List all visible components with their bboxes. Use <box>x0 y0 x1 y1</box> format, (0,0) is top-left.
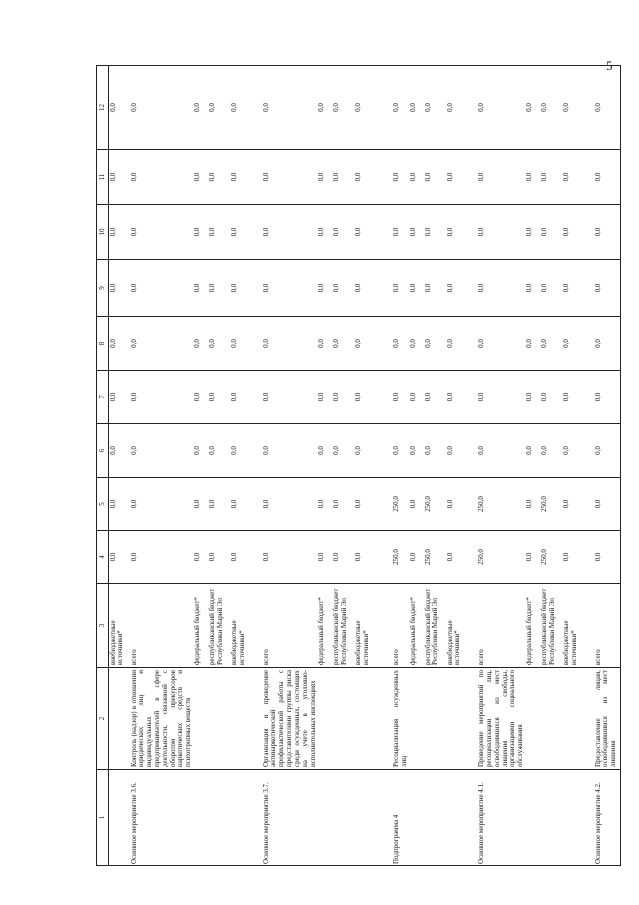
table-row <box>194 66 209 866</box>
value-cell: 0,0 <box>355 317 391 371</box>
value-cell: 0,0 <box>129 424 194 478</box>
value-cell: 0,0 <box>593 531 621 584</box>
table-row <box>593 66 621 866</box>
value-cell: 0,0 <box>563 371 593 424</box>
value-cell: 0,0 <box>409 371 424 424</box>
value-cell: 0,0 <box>391 371 409 424</box>
value-cell: 0,0 <box>424 424 446 478</box>
value-cell: 0,0 <box>476 260 525 317</box>
value-cell: 0,0 <box>261 66 318 150</box>
description-cell: Контроль (надзор) в отношении юридических лиц и индивидуальных предпринимателей в сфере деятельности, связанной с оборотом прекурсоров наркотических средств и психотропных веществ <box>129 668 194 770</box>
value-cell: 0,0 <box>194 317 209 371</box>
value-cell: 0,0 <box>446 205 476 260</box>
row-label-cell <box>209 770 231 866</box>
value-cell: 0,0 <box>231 205 261 260</box>
description-cell <box>318 668 333 770</box>
value-cell: 0,0 <box>231 531 261 584</box>
funding-source-cell: федеральный бюджет* <box>409 584 424 668</box>
funding-source-cell: федеральный бюджет* <box>526 584 541 668</box>
value-cell: 0,0 <box>318 66 333 150</box>
value-cell: 250,0 <box>541 531 563 584</box>
description-cell <box>355 668 391 770</box>
value-cell: 0,0 <box>446 371 476 424</box>
value-cell: 0,0 <box>355 66 391 150</box>
table-row <box>109 66 129 866</box>
value-cell: 0,0 <box>129 317 194 371</box>
value-cell: 0,0 <box>261 478 318 531</box>
value-cell: 0,0 <box>563 317 593 371</box>
value-cell: 0,0 <box>129 371 194 424</box>
description-cell <box>541 668 563 770</box>
value-cell: 0,0 <box>355 424 391 478</box>
value-cell: 0,0 <box>391 66 409 150</box>
value-cell: 0,0 <box>424 371 446 424</box>
header-cell: 5 <box>97 478 109 531</box>
value-cell: 0,0 <box>476 150 525 205</box>
funding-source-cell: внебюджетные источники* <box>446 584 476 668</box>
value-cell: 0,0 <box>563 478 593 531</box>
value-cell: 0,0 <box>446 424 476 478</box>
value-cell: 0,0 <box>129 478 194 531</box>
description-cell: Ресоциализация осужденных лиц <box>391 668 409 770</box>
value-cell: 250,0 <box>391 531 409 584</box>
value-cell: 0,0 <box>563 66 593 150</box>
value-cell: 0,0 <box>231 424 261 478</box>
value-cell: 0,0 <box>526 66 541 150</box>
funding-source-cell: федеральный бюджет* <box>194 584 209 668</box>
funding-source-cell: внебюджетные источники* <box>109 584 129 668</box>
funding-source-cell: республиканский бюджет Республики Марий Эл <box>424 584 446 668</box>
value-cell: 0,0 <box>593 205 621 260</box>
value-cell: 0,0 <box>563 260 593 317</box>
header-cell: 9 <box>97 260 109 317</box>
value-cell: 0,0 <box>476 424 525 478</box>
table-row <box>261 66 318 866</box>
value-cell: 0,0 <box>333 205 355 260</box>
table-row <box>446 66 476 866</box>
value-cell: 0,0 <box>391 205 409 260</box>
value-cell: 0,0 <box>231 371 261 424</box>
value-cell: 0,0 <box>129 531 194 584</box>
value-cell: 0,0 <box>526 150 541 205</box>
value-cell: 0,0 <box>109 150 129 205</box>
table-row <box>391 66 409 866</box>
description-cell <box>209 668 231 770</box>
value-cell: 0,0 <box>526 371 541 424</box>
value-cell: 0,0 <box>541 150 563 205</box>
row-label-cell <box>109 770 129 866</box>
value-cell: 0,0 <box>476 205 525 260</box>
row-label-cell <box>424 770 446 866</box>
value-cell: 0,0 <box>318 371 333 424</box>
funding-source-cell: внебюджетные источники* <box>355 584 391 668</box>
row-label-cell <box>231 770 261 866</box>
value-cell: 0,0 <box>209 205 231 260</box>
value-cell: 0,0 <box>446 531 476 584</box>
table-row <box>333 66 355 866</box>
value-cell: 250,0 <box>424 478 446 531</box>
value-cell: 0,0 <box>209 317 231 371</box>
value-cell: 0,0 <box>109 205 129 260</box>
value-cell: 0,0 <box>194 260 209 317</box>
row-label-cell: Подпрограмма 4 <box>391 770 409 866</box>
value-cell: 0,0 <box>526 317 541 371</box>
rotated-table-area <box>96 66 618 866</box>
value-cell: 0,0 <box>318 205 333 260</box>
header-cell: 4 <box>97 531 109 584</box>
funding-source-cell: всего <box>129 584 194 668</box>
table-row <box>209 66 231 866</box>
value-cell: 0,0 <box>231 66 261 150</box>
funding-source-cell: всего <box>261 584 318 668</box>
value-cell: 0,0 <box>355 150 391 205</box>
value-cell: 0,0 <box>333 317 355 371</box>
page-number: 5 <box>606 58 613 73</box>
value-cell: 0,0 <box>333 260 355 317</box>
value-cell: 0,0 <box>541 66 563 150</box>
value-cell: 0,0 <box>391 317 409 371</box>
value-cell: 0,0 <box>261 205 318 260</box>
value-cell: 0,0 <box>446 150 476 205</box>
value-cell: 0,0 <box>526 531 541 584</box>
value-cell: 0,0 <box>194 531 209 584</box>
value-cell: 0,0 <box>231 317 261 371</box>
value-cell: 0,0 <box>261 150 318 205</box>
value-cell: 0,0 <box>391 150 409 205</box>
header-cell: 8 <box>97 317 109 371</box>
header-cell: 11 <box>97 150 109 205</box>
header-cell: 2 <box>97 668 109 770</box>
value-cell: 0,0 <box>333 66 355 150</box>
value-cell: 0,0 <box>129 260 194 317</box>
description-cell <box>563 668 593 770</box>
description-cell <box>231 668 261 770</box>
row-label-cell <box>541 770 563 866</box>
value-cell: 0,0 <box>409 317 424 371</box>
row-label-cell: Основное мероприятие 3.6. <box>129 770 194 866</box>
row-label-cell: Основное мероприятие 4.2. <box>593 770 621 866</box>
value-cell: 0,0 <box>261 317 318 371</box>
table-row <box>318 66 333 866</box>
value-cell: 250,0 <box>541 478 563 531</box>
value-cell: 0,0 <box>446 66 476 150</box>
value-cell: 0,0 <box>318 260 333 317</box>
value-cell: 0,0 <box>109 424 129 478</box>
header-cell: 10 <box>97 205 109 260</box>
value-cell: 0,0 <box>194 478 209 531</box>
description-cell <box>109 668 129 770</box>
value-cell: 0,0 <box>541 317 563 371</box>
value-cell: 0,0 <box>194 371 209 424</box>
header-cell: 1 <box>97 770 109 866</box>
row-label-cell: Основное мероприятие 3.7. <box>261 770 318 866</box>
description-cell <box>446 668 476 770</box>
value-cell: 0,0 <box>209 478 231 531</box>
table-row <box>129 66 194 866</box>
description-cell: Предоставление лицам, освободившимся из мест лишения <box>593 668 621 770</box>
value-cell: 0,0 <box>261 260 318 317</box>
value-cell: 0,0 <box>109 260 129 317</box>
value-cell: 0,0 <box>333 371 355 424</box>
value-cell: 0,0 <box>409 150 424 205</box>
value-cell: 0,0 <box>109 371 129 424</box>
value-cell: 0,0 <box>446 478 476 531</box>
row-label-cell <box>318 770 333 866</box>
value-cell: 0,0 <box>476 371 525 424</box>
value-cell: 0,0 <box>109 317 129 371</box>
row-label-cell <box>526 770 541 866</box>
funding-source-cell: республиканский бюджет Республики Марий Эл <box>333 584 355 668</box>
funding-source-cell: всего <box>593 584 621 668</box>
value-cell: 0,0 <box>129 150 194 205</box>
value-cell: 0,0 <box>209 424 231 478</box>
header-cell: 12 <box>97 66 109 150</box>
table-row <box>409 66 424 866</box>
value-cell: 0,0 <box>446 317 476 371</box>
value-cell: 0,0 <box>593 260 621 317</box>
value-cell: 0,0 <box>391 260 409 317</box>
value-cell: 0,0 <box>526 424 541 478</box>
value-cell: 0,0 <box>541 371 563 424</box>
value-cell: 0,0 <box>109 66 129 150</box>
value-cell: 0,0 <box>424 150 446 205</box>
funding-source-cell: федеральный бюджет* <box>318 584 333 668</box>
value-cell: 0,0 <box>409 260 424 317</box>
value-cell: 0,0 <box>424 260 446 317</box>
budget-table <box>96 65 621 866</box>
value-cell: 0,0 <box>541 260 563 317</box>
value-cell: 0,0 <box>593 371 621 424</box>
value-cell: 0,0 <box>209 531 231 584</box>
value-cell: 0,0 <box>318 478 333 531</box>
value-cell: 0,0 <box>409 66 424 150</box>
value-cell: 0,0 <box>563 205 593 260</box>
value-cell: 250,0 <box>476 478 525 531</box>
value-cell: 0,0 <box>446 260 476 317</box>
value-cell: 0,0 <box>526 260 541 317</box>
value-cell: 0,0 <box>593 66 621 150</box>
value-cell: 0,0 <box>563 150 593 205</box>
header-cell: 6 <box>97 424 109 478</box>
funding-source-cell: республиканский бюджет Республики Марий Эл <box>541 584 563 668</box>
value-cell: 0,0 <box>476 317 525 371</box>
value-cell: 0,0 <box>355 371 391 424</box>
table-body <box>109 66 621 866</box>
value-cell: 0,0 <box>593 478 621 531</box>
value-cell: 0,0 <box>355 478 391 531</box>
value-cell: 0,0 <box>209 260 231 317</box>
value-cell: 0,0 <box>261 531 318 584</box>
value-cell: 0,0 <box>231 150 261 205</box>
value-cell: 0,0 <box>333 478 355 531</box>
table-row <box>563 66 593 866</box>
value-cell: 0,0 <box>318 531 333 584</box>
funding-source-cell: внебюджетные источники* <box>231 584 261 668</box>
value-cell: 0,0 <box>391 424 409 478</box>
row-label-cell <box>194 770 209 866</box>
value-cell: 0,0 <box>563 531 593 584</box>
value-cell: 0,0 <box>333 531 355 584</box>
value-cell: 0,0 <box>355 205 391 260</box>
description-cell <box>409 668 424 770</box>
value-cell: 0,0 <box>209 150 231 205</box>
value-cell: 0,0 <box>526 205 541 260</box>
row-label-cell <box>409 770 424 866</box>
value-cell: 0,0 <box>593 424 621 478</box>
description-cell: Организация и проведение антинаркотической профилактической работы с представителями группы риска среди осужденных, состоящих на учете в уголовно-исполнительных инспекциях <box>261 668 318 770</box>
value-cell: 0,0 <box>541 424 563 478</box>
description-cell <box>194 668 209 770</box>
description-cell: Проведение мероприятий по ресоциализации лиц, освободившихся из мест лишения свободы, организациями социального обслуживания <box>476 668 525 770</box>
header-cell: 3 <box>97 584 109 668</box>
value-cell: 0,0 <box>424 205 446 260</box>
value-cell: 0,0 <box>209 66 231 150</box>
description-cell <box>333 668 355 770</box>
value-cell: 250,0 <box>476 531 525 584</box>
value-cell: 0,0 <box>194 205 209 260</box>
value-cell: 0,0 <box>409 478 424 531</box>
row-label-cell <box>563 770 593 866</box>
row-label-cell <box>355 770 391 866</box>
value-cell: 0,0 <box>424 66 446 150</box>
value-cell: 0,0 <box>261 424 318 478</box>
table-row <box>355 66 391 866</box>
description-cell <box>526 668 541 770</box>
value-cell: 0,0 <box>231 260 261 317</box>
value-cell: 0,0 <box>318 317 333 371</box>
value-cell: 0,0 <box>109 531 129 584</box>
row-label-cell <box>446 770 476 866</box>
row-label-cell <box>333 770 355 866</box>
value-cell: 0,0 <box>409 205 424 260</box>
value-cell: 0,0 <box>194 150 209 205</box>
value-cell: 0,0 <box>318 424 333 478</box>
funding-source-cell: всего <box>476 584 525 668</box>
value-cell: 0,0 <box>129 66 194 150</box>
table-row <box>231 66 261 866</box>
value-cell: 0,0 <box>476 66 525 150</box>
table-header-row <box>97 66 109 866</box>
value-cell: 0,0 <box>593 150 621 205</box>
value-cell: 0,0 <box>318 150 333 205</box>
table-row <box>476 66 525 866</box>
value-cell: 0,0 <box>333 150 355 205</box>
value-cell: 0,0 <box>231 478 261 531</box>
value-cell: 0,0 <box>409 424 424 478</box>
row-label-cell: Основное мероприятие 4.1. <box>476 770 525 866</box>
value-cell: 0,0 <box>541 205 563 260</box>
value-cell: 250,0 <box>391 478 409 531</box>
header-cell: 7 <box>97 371 109 424</box>
value-cell: 250,0 <box>424 531 446 584</box>
funding-source-cell: всего <box>391 584 409 668</box>
funding-source-cell: внебюджетные источники* <box>563 584 593 668</box>
value-cell: 0,0 <box>129 205 194 260</box>
value-cell: 0,0 <box>563 424 593 478</box>
value-cell: 0,0 <box>194 66 209 150</box>
value-cell: 0,0 <box>209 371 231 424</box>
value-cell: 0,0 <box>261 371 318 424</box>
value-cell: 0,0 <box>194 424 209 478</box>
value-cell: 0,0 <box>109 478 129 531</box>
table-row <box>541 66 563 866</box>
table-row <box>526 66 541 866</box>
value-cell: 0,0 <box>409 531 424 584</box>
value-cell: 0,0 <box>333 424 355 478</box>
table-row <box>424 66 446 866</box>
value-cell: 0,0 <box>355 260 391 317</box>
description-cell <box>424 668 446 770</box>
value-cell: 0,0 <box>424 317 446 371</box>
value-cell: 0,0 <box>355 531 391 584</box>
value-cell: 0,0 <box>593 317 621 371</box>
value-cell: 0,0 <box>526 478 541 531</box>
funding-source-cell: республиканский бюджет Республики Марий Эл <box>209 584 231 668</box>
